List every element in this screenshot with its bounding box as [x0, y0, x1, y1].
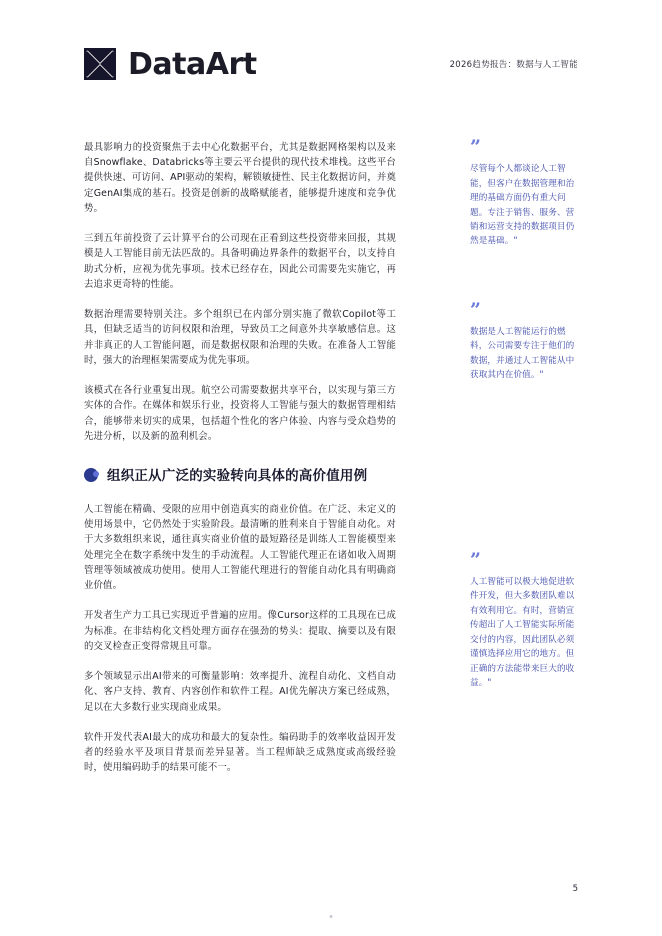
bullet-icon — [84, 468, 98, 482]
pull-quote — [470, 548, 582, 691]
pull-quote — [470, 136, 582, 249]
paragraph: 开发者生产力工具已实现近乎普遍的应用。像Cursor这样的工具现在已成为标准。在非结构化文档处理方面存在强劲的势头：提取、摘要以及有限的交叉检查正变得常规且可靠。 — [84, 610, 396, 652]
main-text-column — [84, 140, 396, 791]
pull-quote-text: 人工智能可以极大地促进软件开发，但大多数团队难以有效利用它。有时，营销宣传超出了人工智能实际所能交付的内容，因此团队必须谨慎选择应用它的地方。但正确的方法能带来巨大的收益。" — [470, 576, 575, 688]
dataart-logo — [84, 46, 257, 82]
logo-wordmark: DataArt — [128, 46, 257, 82]
dataart-x-mark-icon — [84, 46, 120, 82]
quote-mark-icon: ” — [470, 298, 480, 321]
pull-quote-text: 数据是人工智能运行的燃料，公司需要专注于他们的数据，并通过人工智能从中获取其内在价值。" — [470, 327, 575, 381]
paragraph: 三到五年前投资了云计算平台的公司现在正看到这些投资带来回报，其规模是人工智能目前无法匹敌的。具备明确边界条件的数据平台，以支持自助式分析，应视为优先事项。技术已经存在，因此公司需要先实施它，再去追求更奇特的性能。 — [84, 233, 396, 290]
report-title: 2026趋势报告：数据与人工智能 — [449, 60, 578, 70]
section-heading — [84, 464, 396, 484]
pull-quote-column — [470, 136, 582, 726]
paragraph: 多个领域显示出AI带来的可衡量影响：效率提升、流程自动化、文档自动化、客户支持、教育、内容创作和软件工程。AI优先解决方案已经成熟，足以在大多数行业实现商业成果。 — [84, 671, 396, 713]
paragraph: 最具影响力的投资聚焦于去中心化数据平台，尤其是数据网格架构以及来自Snowflake、Databricks等主要云平台提供的现代技术堆栈。这些平台提供快速、可访问、API驱动的架构，解锁敏捷性、民主化数据访问，并奠定GenAI集成的基石。投资是创新的战略赋能者，能够提升速度和竞争优势。 — [84, 142, 396, 214]
page-number: 5 — [572, 884, 578, 894]
page-header — [0, 44, 662, 104]
paragraph: 软件开发代表AI最大的成功和最大的复杂性。编码助手的效率收益因开发者的经验水平及项目背景而差异显著。当工程师缺乏成熟度或高级经验时，使用编码助手的结果可能不一。 — [84, 731, 396, 774]
pull-quote-text: 尽管每个人都谈论人工智能，但客户在数据管理和治理的基础方面仍有重大问题。专注于销售、服务、营销和运营支持的数据项目仍然是基础。" — [470, 164, 575, 247]
paragraph: 人工智能在精确、受限的应用中创造真实的商业价值。在广泛、未定义的使用场景中，它仍然处于实验阶段。最清晰的胜利来自于智能自动化。对于大多数组织来说，通往真实商业价值的最短路径是训练人工智能模型来处理完全在数字系统中发生的手动流程。人工智能代理正在诸如收入周期管理等领域被成功使用。使用人工智能代理进行的智能自动化具有明确商业价值。 — [84, 503, 396, 592]
paragraph: 数据治理需要特别关注。多个组织已在内部分别实施了微软Copilot等工具，但缺乏适当的访问权限和治理，导致员工之间意外共享敏感信息。这并非真正的人工智能问题，而是数据权限和治理的失败。在准备人工智能时，强大的治理框架需要成为优先事项。 — [84, 309, 396, 366]
pull-quote — [470, 298, 582, 383]
quote-mark-icon: ” — [470, 548, 480, 571]
section-title: 组织正从广泛的实验转向具体的高价值用例 — [107, 467, 368, 484]
footer-dot-icon — [330, 915, 333, 918]
paragraph: 该模式在各行业重复出现。航空公司需要数据共享平台，以实现与第三方实体的合作。在媒体和娱乐行业，投资将人工智能与强大的数据管理相结合，能够带来切实的成果，包括超个性化的客户体验、内容与受众趋势的先进分析，以及新的盈利机会。 — [84, 385, 396, 442]
quote-mark-icon: ” — [470, 136, 480, 158]
